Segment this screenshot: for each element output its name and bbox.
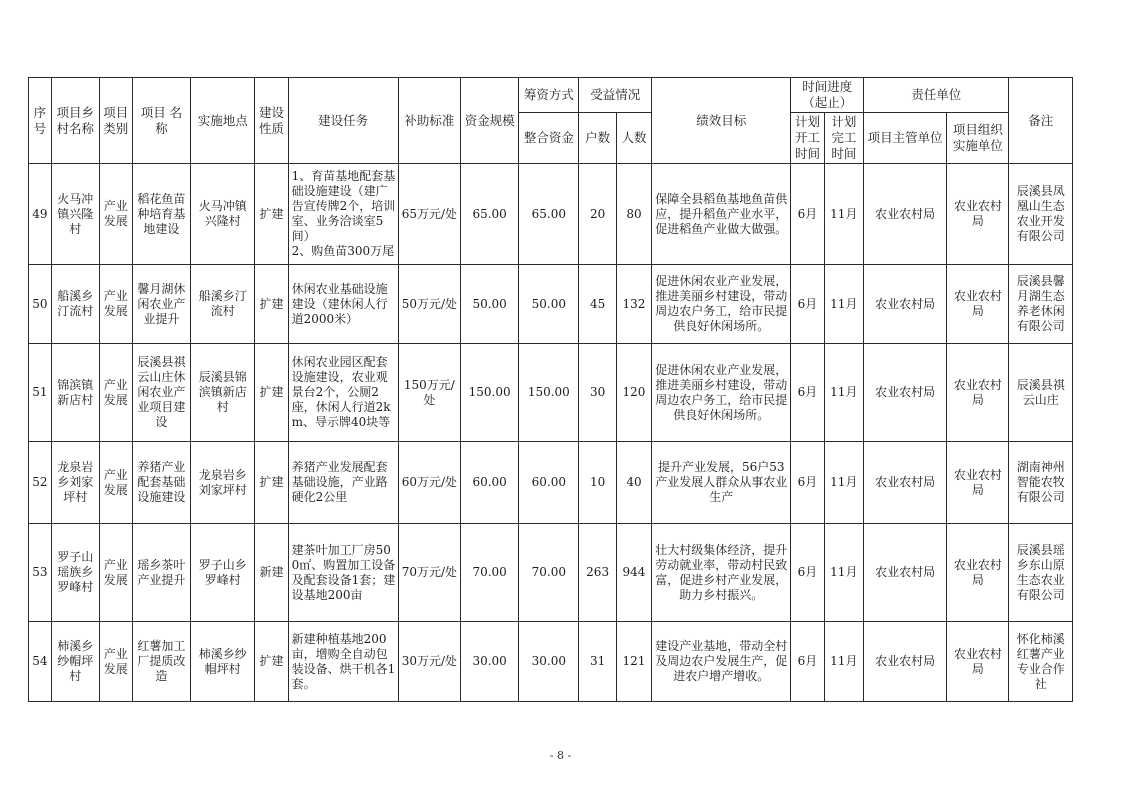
header-project-name: 项目 名称 <box>132 78 190 164</box>
cell-households: 30 <box>579 344 616 442</box>
cell-remark: 湖南神州智能农牧有限公司 <box>1009 442 1073 524</box>
cell-location: 罗子山乡罗峰村 <box>191 524 255 622</box>
cell-seq: 51 <box>29 344 52 442</box>
cell-fund-scale: 60.00 <box>461 442 519 524</box>
cell-plan-start: 6月 <box>791 622 824 702</box>
cell-task: 养猪产业发展配套基础设施，产业路硬化2公里 <box>288 442 398 524</box>
cell-category: 产业发展 <box>99 524 132 622</box>
header-fund-method-group: 筹资方式 <box>519 78 579 113</box>
cell-competent-unit: 农业农村局 <box>864 622 947 702</box>
cell-project-name: 馨月湖休闲农业产业提升 <box>132 265 190 344</box>
cell-task: 新建种植基地200亩，增购全自动包装设备、烘干机各1套。 <box>288 622 398 702</box>
cell-impl-unit: 农业农村局 <box>947 442 1009 524</box>
cell-category: 产业发展 <box>99 164 132 265</box>
cell-village: 罗子山瑶族乡罗峰村 <box>51 524 99 622</box>
cell-plan-end: 11月 <box>824 265 863 344</box>
table-row <box>29 265 1073 344</box>
cell-nature: 扩建 <box>255 265 288 344</box>
cell-location: 辰溪县锦滨镇新店村 <box>191 344 255 442</box>
cell-impl-unit: 农业农村局 <box>947 622 1009 702</box>
cell-project-name: 瑶乡茶叶产业提升 <box>132 524 190 622</box>
cell-location: 柿溪乡纱帽坪村 <box>191 622 255 702</box>
header-village: 项目乡村名称 <box>51 78 99 164</box>
cell-project-name: 稻花鱼苗种培育基地建设 <box>132 164 190 265</box>
cell-competent-unit: 农业农村局 <box>864 164 947 265</box>
cell-category: 产业发展 <box>99 622 132 702</box>
project-table <box>28 77 1073 702</box>
cell-fund-scale: 50.00 <box>461 265 519 344</box>
header-persons: 人数 <box>616 113 651 164</box>
header-impl-unit: 项目组织实施单位 <box>947 113 1009 164</box>
cell-seq: 54 <box>29 622 52 702</box>
cell-subsidy: 60万元/处 <box>398 442 460 524</box>
cell-remark: 辰溪县瑶乡东山原生态农业有限公司 <box>1009 524 1073 622</box>
cell-plan-end: 11月 <box>824 442 863 524</box>
cell-households: 45 <box>579 265 616 344</box>
cell-location: 龙泉岩乡刘家坪村 <box>191 442 255 524</box>
cell-competent-unit: 农业农村局 <box>864 524 947 622</box>
cell-remark: 辰溪县馨月湖生态养老休闲有限公司 <box>1009 265 1073 344</box>
cell-task: 建茶叶加工厂房500㎡、购置加工设备及配套设备1套；建设基地200亩 <box>288 524 398 622</box>
header-plan-end: 计划完工时间 <box>824 113 863 164</box>
cell-nature: 扩建 <box>255 622 288 702</box>
header-households: 户数 <box>579 113 616 164</box>
cell-seq: 50 <box>29 265 52 344</box>
page-number: - 8 - <box>549 749 572 762</box>
table-header <box>29 78 1073 164</box>
cell-persons: 944 <box>616 524 651 622</box>
header-competent-unit: 项目主管单位 <box>864 113 947 164</box>
cell-subsidy: 50万元/处 <box>398 265 460 344</box>
cell-remark: 怀化柿溪红薯产业专业合作社 <box>1009 622 1073 702</box>
header-benefit-group: 受益情况 <box>579 78 652 113</box>
cell-plan-start: 6月 <box>791 265 824 344</box>
cell-fund-scale: 30.00 <box>461 622 519 702</box>
cell-subsidy: 70万元/处 <box>398 524 460 622</box>
cell-project-name: 养猪产业配套基础设施建设 <box>132 442 190 524</box>
cell-integrated-fund: 50.00 <box>519 265 579 344</box>
cell-plan-start: 6月 <box>791 344 824 442</box>
cell-subsidy: 150万元/处 <box>398 344 460 442</box>
cell-persons: 40 <box>616 442 651 524</box>
cell-integrated-fund: 150.00 <box>519 344 579 442</box>
cell-nature: 扩建 <box>255 164 288 265</box>
table-row <box>29 524 1073 622</box>
cell-integrated-fund: 60.00 <box>519 442 579 524</box>
header-category: 项目类别 <box>99 78 132 164</box>
cell-village: 船溪乡汀流村 <box>51 265 99 344</box>
cell-seq: 53 <box>29 524 52 622</box>
cell-impl-unit: 农业农村局 <box>947 164 1009 265</box>
table-row <box>29 164 1073 265</box>
cell-project-name: 红薯加工厂提质改造 <box>132 622 190 702</box>
cell-subsidy: 30万元/处 <box>398 622 460 702</box>
header-time-group: 时间进度（起止） <box>791 78 864 113</box>
header-resp-group: 责任单位 <box>864 78 1009 113</box>
cell-nature: 新建 <box>255 524 288 622</box>
cell-village: 锦滨镇新店村 <box>51 344 99 442</box>
header-integrated-fund: 整合资金 <box>519 113 579 164</box>
cell-project-name: 辰溪县祺云山庄休闲农业产业项目建设 <box>132 344 190 442</box>
cell-integrated-fund: 65.00 <box>519 164 579 265</box>
cell-nature: 扩建 <box>255 442 288 524</box>
cell-location: 火马冲镇兴隆村 <box>191 164 255 265</box>
cell-task: 休闲农业园区配套设施建设，农业观景台2个，公厕2座，休闲人行道2km、导示牌40块等 <box>288 344 398 442</box>
cell-households: 31 <box>579 622 616 702</box>
cell-goal: 建设产业基地，带动全村及周边农户发展生产，促进农户增产增收。 <box>652 622 791 702</box>
cell-competent-unit: 农业农村局 <box>864 265 947 344</box>
cell-plan-start: 6月 <box>791 524 824 622</box>
cell-village: 柿溪乡纱帽坪村 <box>51 622 99 702</box>
cell-households: 20 <box>579 164 616 265</box>
header-plan-start: 计划开工时间 <box>791 113 824 164</box>
cell-persons: 80 <box>616 164 651 265</box>
table-row <box>29 442 1073 524</box>
header-goal: 绩效目标 <box>652 78 791 164</box>
cell-plan-end: 11月 <box>824 344 863 442</box>
cell-plan-end: 11月 <box>824 622 863 702</box>
header-subsidy: 补助标准 <box>398 78 460 164</box>
cell-competent-unit: 农业农村局 <box>864 442 947 524</box>
table-body <box>29 164 1073 702</box>
cell-goal: 促进休闲农业产业发展，推进美丽乡村建设，带动周边农户务工，给市民提供良好休闲场所。 <box>652 265 791 344</box>
header-seq: 序号 <box>29 78 52 164</box>
cell-impl-unit: 农业农村局 <box>947 265 1009 344</box>
cell-fund-scale: 65.00 <box>461 164 519 265</box>
cell-plan-start: 6月 <box>791 164 824 265</box>
header-nature: 建设性质 <box>255 78 288 164</box>
table-row <box>29 622 1073 702</box>
cell-remark: 辰溪县凤凰山生态农业开发有限公司 <box>1009 164 1073 265</box>
header-task: 建设任务 <box>288 78 398 164</box>
cell-persons: 132 <box>616 265 651 344</box>
cell-plan-start: 6月 <box>791 442 824 524</box>
cell-category: 产业发展 <box>99 442 132 524</box>
cell-impl-unit: 农业农村局 <box>947 524 1009 622</box>
cell-task: 休闲农业基础设施建设（建休闲人行道2000米） <box>288 265 398 344</box>
cell-fund-scale: 150.00 <box>461 344 519 442</box>
cell-remark: 辰溪县祺云山庄 <box>1009 344 1073 442</box>
header-remark: 备注 <box>1009 78 1073 164</box>
cell-goal: 提升产业发展，56户53产业发展人群众从事农业生产 <box>652 442 791 524</box>
cell-goal: 保障全县稻鱼基地鱼苗供应，提升稻鱼产业水平，促进稻鱼产业做大做强。 <box>652 164 791 265</box>
cell-goal: 促进休闲农业产业发展，推进美丽乡村建设，带动周边农户务工，给市民提供良好休闲场所。 <box>652 344 791 442</box>
cell-persons: 120 <box>616 344 651 442</box>
project-table-sheet <box>28 77 1073 702</box>
cell-plan-end: 11月 <box>824 164 863 265</box>
cell-seq: 49 <box>29 164 52 265</box>
header-location: 实施地点 <box>191 78 255 164</box>
cell-households: 10 <box>579 442 616 524</box>
cell-competent-unit: 农业农村局 <box>864 344 947 442</box>
cell-village: 火马冲镇兴隆村 <box>51 164 99 265</box>
cell-village: 龙泉岩乡刘家坪村 <box>51 442 99 524</box>
cell-category: 产业发展 <box>99 265 132 344</box>
cell-persons: 121 <box>616 622 651 702</box>
cell-seq: 52 <box>29 442 52 524</box>
cell-task: 1、育苗基地配套基础设施建设（建广告宣传牌2个，培训室、业务洽谈室5间） 2、购鱼苗300万尾 <box>288 164 398 265</box>
cell-households: 263 <box>579 524 616 622</box>
cell-integrated-fund: 70.00 <box>519 524 579 622</box>
cell-subsidy: 65万元/处 <box>398 164 460 265</box>
cell-fund-scale: 70.00 <box>461 524 519 622</box>
cell-location: 船溪乡汀流村 <box>191 265 255 344</box>
cell-category: 产业发展 <box>99 344 132 442</box>
cell-nature: 扩建 <box>255 344 288 442</box>
cell-plan-end: 11月 <box>824 524 863 622</box>
cell-integrated-fund: 30.00 <box>519 622 579 702</box>
header-fund-scale: 资金规模 <box>461 78 519 164</box>
cell-impl-unit: 农业农村局 <box>947 344 1009 442</box>
cell-goal: 壮大村级集体经济，提升劳动就业率，带动村民致富，促进乡村产业发展，助力乡村振兴。 <box>652 524 791 622</box>
table-row <box>29 344 1073 442</box>
